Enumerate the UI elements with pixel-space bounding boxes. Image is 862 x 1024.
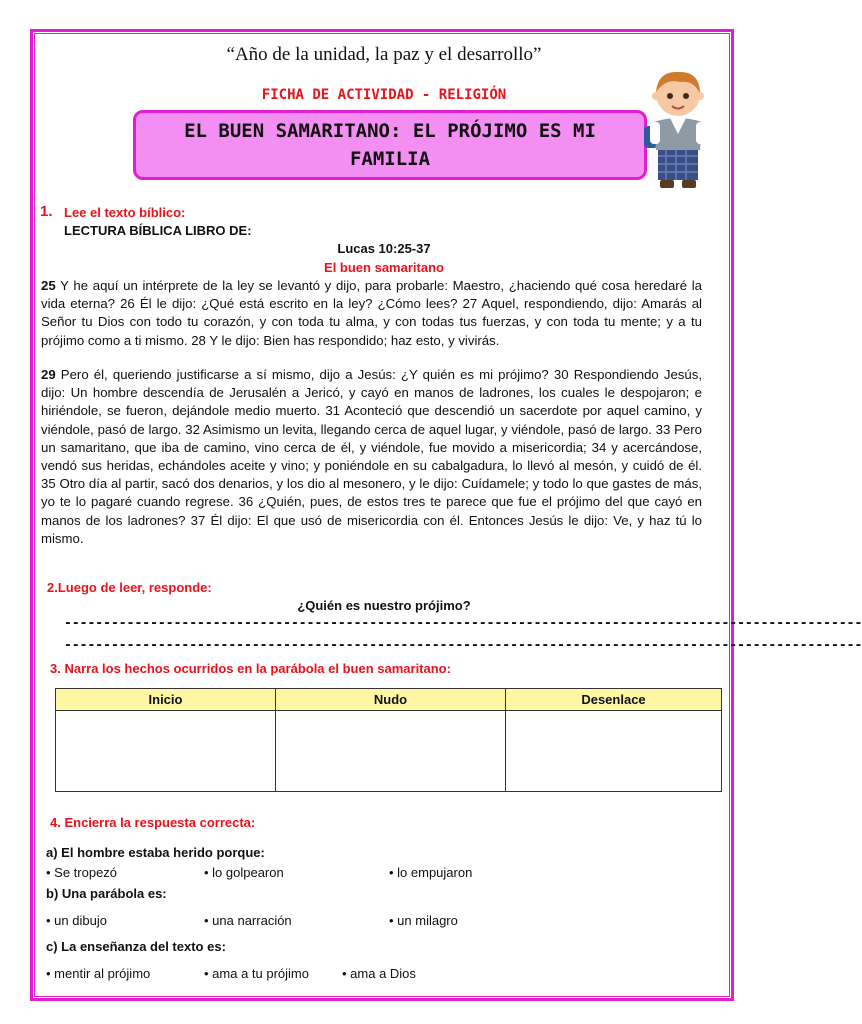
question-1-label: Lee el texto bíblico: <box>64 205 186 220</box>
option-a-1[interactable]: • Se tropezó <box>46 865 118 880</box>
year-motto: “Año de la unidad, la paz y el desarrollo” <box>226 44 542 65</box>
header-nudo: Nudo <box>276 689 506 711</box>
option-c-2[interactable]: • ama a tu prójimo <box>204 966 309 981</box>
header-inicio: Inicio <box>56 689 276 711</box>
boy-illustration <box>636 64 718 190</box>
question-2-label: 2.Luego de leer, responde: <box>47 580 212 595</box>
bible-citation: Lucas 10:25-37 <box>337 241 431 256</box>
option-a-3[interactable]: • lo empujaron <box>389 865 473 880</box>
option-b-2[interactable]: • una narración <box>204 913 292 928</box>
verse-number-29: 29 <box>41 367 56 382</box>
header-desenlace: Desenlace <box>506 689 722 711</box>
question-2-prompt: ¿Quién es nuestro prójimo? <box>297 598 471 613</box>
answer-line-2[interactable]: ------------------------------------------------------------------------------------------------------ <box>64 638 862 653</box>
title-box <box>133 110 647 180</box>
verse-number-25: 25 <box>41 278 56 293</box>
verse-text-2: Pero él, queriendo justificarse a sí mismo, dijo a Jesús: ¿Y quién es mi prójimo? 30 Respondiendo Jesús, dijo: Un hombre descendía de Jerusalén a Jericó, y cayó en manos de ladrones, los cuales le despojaron; e hiriéndole, se fueron, dejándole medio muerto. 31 Aconteció que descendió un sacerdote por aquel camino, y viéndole, pasó de largo. 32 Asimismo un levita, llegando cerca de aquel lugar, y viéndole, pasó de largo. 33 Pero un samaritano, que iba de camino, vino cerca de él, y viéndole, fue movido a misericordia; 34 y acercándose, vendó sus heridas, echándoles aceite y vino; y poniéndole en su cabalgadura, lo llevó al mesón, y cuidó de él. 35 Otro día al partir, sacó dos denarios, y los dio al mesonero, y le dijo: Cuídamele; y todo lo que gastes de más, yo te lo pagaré cuando regrese. 36 ¿Quién, pues, de estos tres te parece que fue el prójimo del que cayó en manos de los ladrones? 37 Él dijo: El que usó de misericordia con él. Entonces Jesús le dijo: Ve, y haz tú lo mismo. <box>41 367 702 546</box>
worksheet-label: FICHA DE ACTIVIDAD - RELIGIÓN <box>261 87 507 103</box>
verse-paragraph-1 <box>41 277 702 350</box>
item-a-label: a) El hombre estaba herido porque: <box>46 845 265 860</box>
page-title <box>184 117 596 173</box>
verse-text-1: Y he aquí un intérprete de la ley se levantó y dijo, para probarle: Maestro, ¿haciendo qué cosa heredaré la vida eterna? 26 Él le dijo: ¿Qué está escrito en la ley? ¿Cómo lees? 27 Aquel, respondiendo, dijo: Amarás al Señor tu Dios con todo tu corazón, y con toda tu alma, y con todas tus fuerzas, y con toda tu mente; y a tu prójimo como a ti mismo. 28 Y le dijo: Bien has respondido; haz esto, y vivirás. <box>41 278 702 348</box>
cell-inicio[interactable] <box>56 711 276 792</box>
item-c-label: c) La enseñanza del texto es: <box>46 939 226 954</box>
option-a-2[interactable]: • lo golpearon <box>204 865 284 880</box>
reading-subtitle: El buen samaritano <box>324 260 444 275</box>
question-1-number: 1. <box>40 203 53 220</box>
option-c-3[interactable]: • ama a Dios <box>342 966 416 981</box>
option-b-3[interactable]: • un milagro <box>389 913 458 928</box>
cell-nudo[interactable] <box>276 711 506 792</box>
verse-paragraph-2 <box>41 366 702 548</box>
option-c-1[interactable]: • mentir al prójimo <box>46 966 151 981</box>
item-b-label: b) Una parábola es: <box>46 886 167 901</box>
title-line-1: EL BUEN SAMARITANO: EL PRÓJIMO ES MI <box>184 120 596 142</box>
question-4-label: 4. Encierra la respuesta correcta: <box>50 815 256 830</box>
question-3-label: 3. Narra los hechos ocurridos en la parábola el buen samaritano: <box>50 661 451 676</box>
reading-source-label: LECTURA BÍBLICA LIBRO DE: <box>64 223 252 238</box>
answer-line-1[interactable]: ------------------------------------------------------------------------------------------------------ <box>64 616 862 631</box>
option-b-1[interactable]: • un dibujo <box>46 913 107 928</box>
narrative-table <box>55 688 722 792</box>
cell-desenlace[interactable] <box>506 711 722 792</box>
title-line-2: FAMILIA <box>349 148 431 170</box>
